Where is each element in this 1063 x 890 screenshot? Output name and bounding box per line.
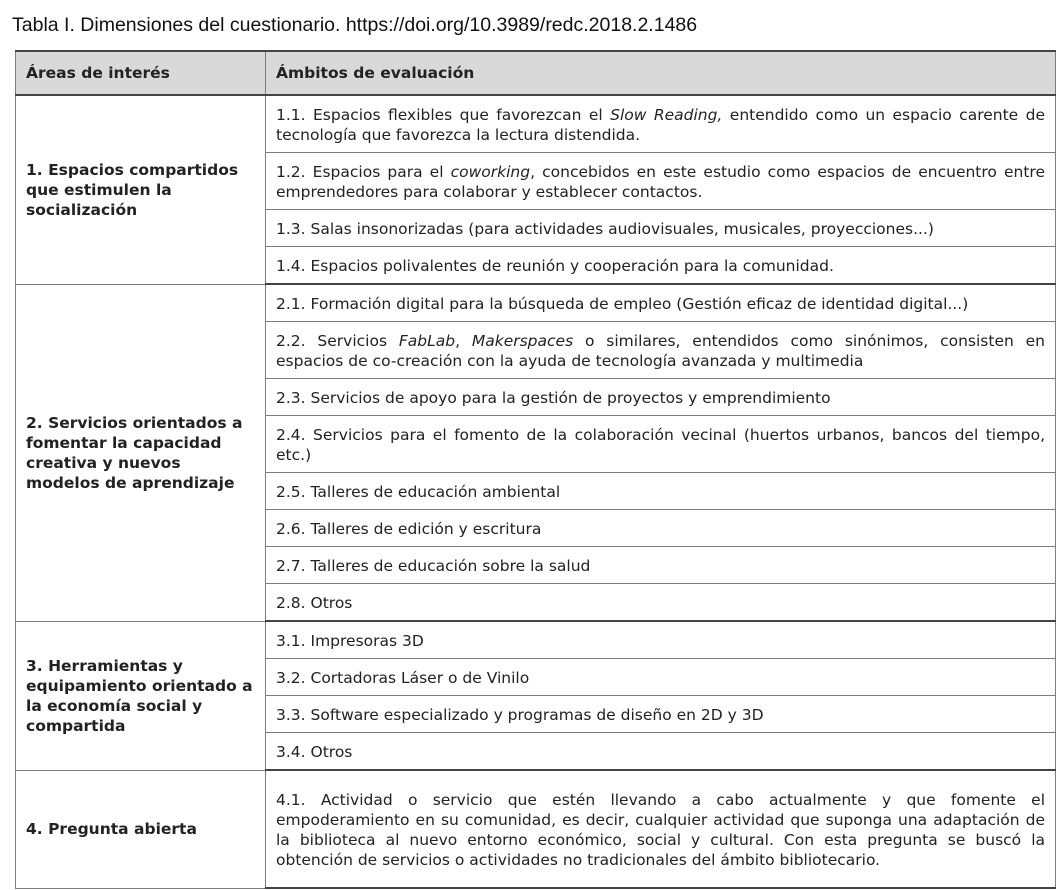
item-cell: 1.2. Espacios para el coworking, concebidos en este estudio como espacios de encuentro entre emprendedores para colaborar y establecer contactos. <box>266 153 1056 210</box>
item-cell: 2.4. Servicios para el fomento de la colaboración vecinal (huertos urbanos, bancos del tiempo, etc.) <box>266 416 1056 473</box>
table-caption: Tabla I. Dimensiones del cuestionario. https://doi.org/10.3989/redc.2018.2.1486 <box>12 14 698 36</box>
header-row <box>16 51 1056 95</box>
table-row <box>16 95 1056 153</box>
item-cell: 2.3. Servicios de apoyo para la gestión de proyectos y emprendimiento <box>266 379 1056 416</box>
item-cell: 3.2. Cortadoras Láser o de Vinilo <box>266 659 1056 696</box>
area-cell: 2. Servicios orientados a fomentar la capacidad creativa y nuevos modelos de aprendizaje <box>16 284 266 621</box>
item-cell: 3.1. Impresoras 3D <box>266 621 1056 659</box>
item-cell: 1.1. Espacios flexibles que favorezcan el Slow Reading, entendido como un espacio carente de tecnología que favorezca la lectura distendida. <box>266 95 1056 153</box>
table-row <box>16 621 1056 659</box>
header-ambitos: Ámbitos de evaluación <box>266 51 1056 95</box>
item-cell: 3.4. Otros <box>266 733 1056 771</box>
area-cell: 4. Pregunta abierta <box>16 770 266 888</box>
item-cell: 2.1. Formación digital para la búsqueda de empleo (Gestión eficaz de identidad digital...) <box>266 284 1056 322</box>
item-cell: 3.3. Software especializado y programas de diseño en 2D y 3D <box>266 696 1056 733</box>
item-cell: 2.8. Otros <box>266 584 1056 622</box>
item-cell: 1.4. Espacios polivalentes de reunión y cooperación para la comunidad. <box>266 247 1056 285</box>
area-cell: 1. Espacios compartidos que estimulen la socialización <box>16 95 266 284</box>
table-row <box>16 770 1056 888</box>
table-row <box>16 284 1056 322</box>
item-cell: 2.2. Servicios FabLab, Makerspaces o similares, entendidos como sinónimos, consisten en espacios de co-creación con la ayuda de tecnología avanzada y multimedia <box>266 322 1056 379</box>
item-cell: 4.1. Actividad o servicio que estén llevando a cabo actualmente y que fomente el empoderamiento en su comunidad, es decir, cualquier actividad que suponga una adaptación de la biblioteca al nuevo entorno económico, social y cultural. Con esta pregunta se buscó la obtención de servicios o actividades no tradicionales del ámbito bibliotecario. <box>266 770 1056 888</box>
header-areas: Áreas de interés <box>16 51 266 95</box>
area-cell: 3. Herramientas y equipamiento orientado a la economía social y compartida <box>16 621 266 770</box>
item-cell: 2.7. Talleres de educación sobre la salud <box>266 547 1056 584</box>
questionnaire-table <box>15 50 1056 889</box>
item-cell: 2.5. Talleres de educación ambiental <box>266 473 1056 510</box>
item-cell: 2.6. Talleres de edición y escritura <box>266 510 1056 547</box>
item-cell: 1.3. Salas insonorizadas (para actividades audiovisuales, musicales, proyecciones...) <box>266 210 1056 247</box>
